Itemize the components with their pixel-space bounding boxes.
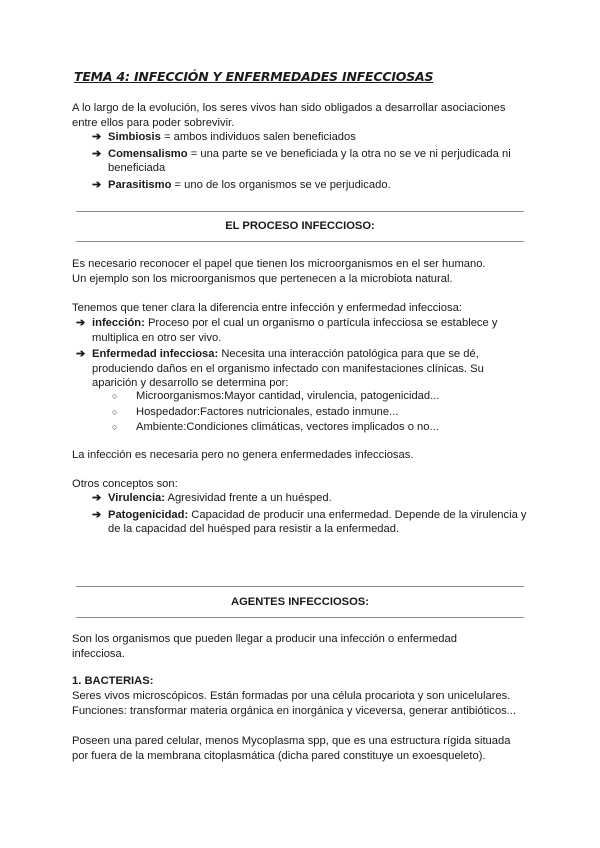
- arrow-icon: ➔: [92, 131, 102, 143]
- intro-paragraph: A lo largo de la evolución, los seres vivos han sido obligados a desarrollar asociaciones entre ellos para poder sobrevivir.: [72, 102, 506, 129]
- desc-enfermedad: Necesita una interacción patológica para que se dé, produciendo daños en el organismo infectado con manifestaciones clínicas. Su aparición y desarrollo se determina por:: [92, 348, 484, 389]
- concept-list: [92, 491, 528, 537]
- desc-parasitismo: = uno de los organismos se ve perjudicado.: [171, 178, 391, 191]
- term-virulencia: Virulencia:: [108, 492, 165, 504]
- arrow-icon: ➔: [76, 348, 86, 360]
- term-simbiosis: Simbiosis: [108, 131, 161, 143]
- divider: [76, 211, 524, 212]
- term-parasitismo: Parasitismo: [108, 178, 172, 191]
- factor-text: Hospedador:Factores nutricionales, estado inmune...: [136, 405, 399, 418]
- list-item-virulencia: [92, 491, 528, 506]
- factor-list: [112, 389, 532, 435]
- term-enfermedad: Enfermedad infecciosa:: [92, 348, 219, 360]
- arrow-icon: ➔: [92, 492, 102, 504]
- list-item-parasitismo: [92, 178, 522, 193]
- list-item-factor: [112, 389, 532, 404]
- list-item-factor: [112, 420, 532, 435]
- paragraph: Poseen una pared celular, menos Mycoplasma spp, que es una estructura rígida situada por fuera de la membrana citoplasmática (dicha pared constituye un exoesqueleto).: [72, 735, 511, 762]
- arrow-icon: ➔: [92, 147, 102, 160]
- arrow-icon: ➔: [76, 317, 86, 329]
- circle-bullet-icon: ○: [112, 391, 118, 401]
- page-title: TEMA 4: INFECCIÓN Y ENFERMEDADES INFECCIOSAS: [74, 69, 434, 84]
- arrow-icon: ➔: [92, 178, 102, 191]
- paragraph: Seres vivos microscópicos. Están formadas por una célula procariota y son unicelulares.: [72, 690, 511, 702]
- intro-list: [92, 130, 522, 192]
- circle-bullet-icon: ○: [112, 406, 118, 417]
- factor-text: Microorganismos:Mayor cantidad, virulencia, patogenicidad...: [136, 390, 440, 402]
- term-comensalismo: Comensalismo: [108, 147, 188, 160]
- divider: [76, 617, 524, 618]
- list-item-patogenicidad: [92, 508, 528, 537]
- list-item-infeccion: [76, 316, 526, 345]
- desc-virulencia: Agresividad frente a un huésped.: [165, 492, 332, 504]
- term-patogenicidad: Patogenicidad:: [108, 508, 189, 521]
- list-item-simbiosis: [92, 130, 522, 145]
- term-infeccion: infección:: [92, 317, 145, 329]
- paragraph: Un ejemplo son los microorganismos que pertenecen a la microbiota natural.: [72, 273, 453, 285]
- paragraph: Es necesario reconocer el papel que tienen los microorganismos en el ser humano.: [72, 258, 486, 270]
- paragraph: Tenemos que tener clara la diferencia entre infección y enfermedad infecciosa:: [72, 302, 462, 314]
- list-item-comensalismo: [92, 147, 522, 176]
- list-item-factor: [112, 405, 532, 420]
- section-heading-proceso: EL PROCESO INFECCIOSO:: [225, 220, 375, 232]
- divider: [76, 586, 524, 587]
- factor-text: Ambiente:Condiciones climáticas, vectores implicados o no...: [136, 421, 439, 433]
- paragraph: Son los organismos que pueden llegar a producir una infección o enfermedad infecciosa.: [72, 633, 457, 660]
- paragraph: La infección es necesaria pero no genera enfermedades infecciosas.: [72, 449, 414, 461]
- desc-simbiosis: = ambos individuos salen beneficiados: [160, 131, 356, 143]
- arrow-icon: ➔: [92, 508, 102, 521]
- divider: [76, 241, 524, 242]
- list-item-enfermedad: [76, 347, 526, 391]
- sub-heading-bacterias: 1. BACTERIAS:: [72, 675, 154, 687]
- definition-list: [76, 316, 526, 391]
- desc-infeccion: Proceso por el cual un organismo o partícula infecciosa se establece y multiplica en otro ser vivo.: [92, 317, 498, 344]
- section-heading-agentes: AGENTES INFECCIOSOS:: [231, 596, 369, 608]
- circle-bullet-icon: ○: [112, 422, 118, 432]
- desc-comensalismo: = una parte se ve beneficiada y la otra no se ve ni perjudicada ni beneficiada: [108, 147, 511, 174]
- paragraph: Otros conceptos son:: [72, 478, 178, 490]
- paragraph: Funciones: transformar materia orgánica en inorgánica y viceversa, generar antibióticos...: [72, 705, 516, 717]
- desc-patogenicidad: Capacidad de producir una enfermedad. Depende de la virulencia y de la capacidad del huésped para resistir a la enfermedad.: [108, 508, 527, 535]
